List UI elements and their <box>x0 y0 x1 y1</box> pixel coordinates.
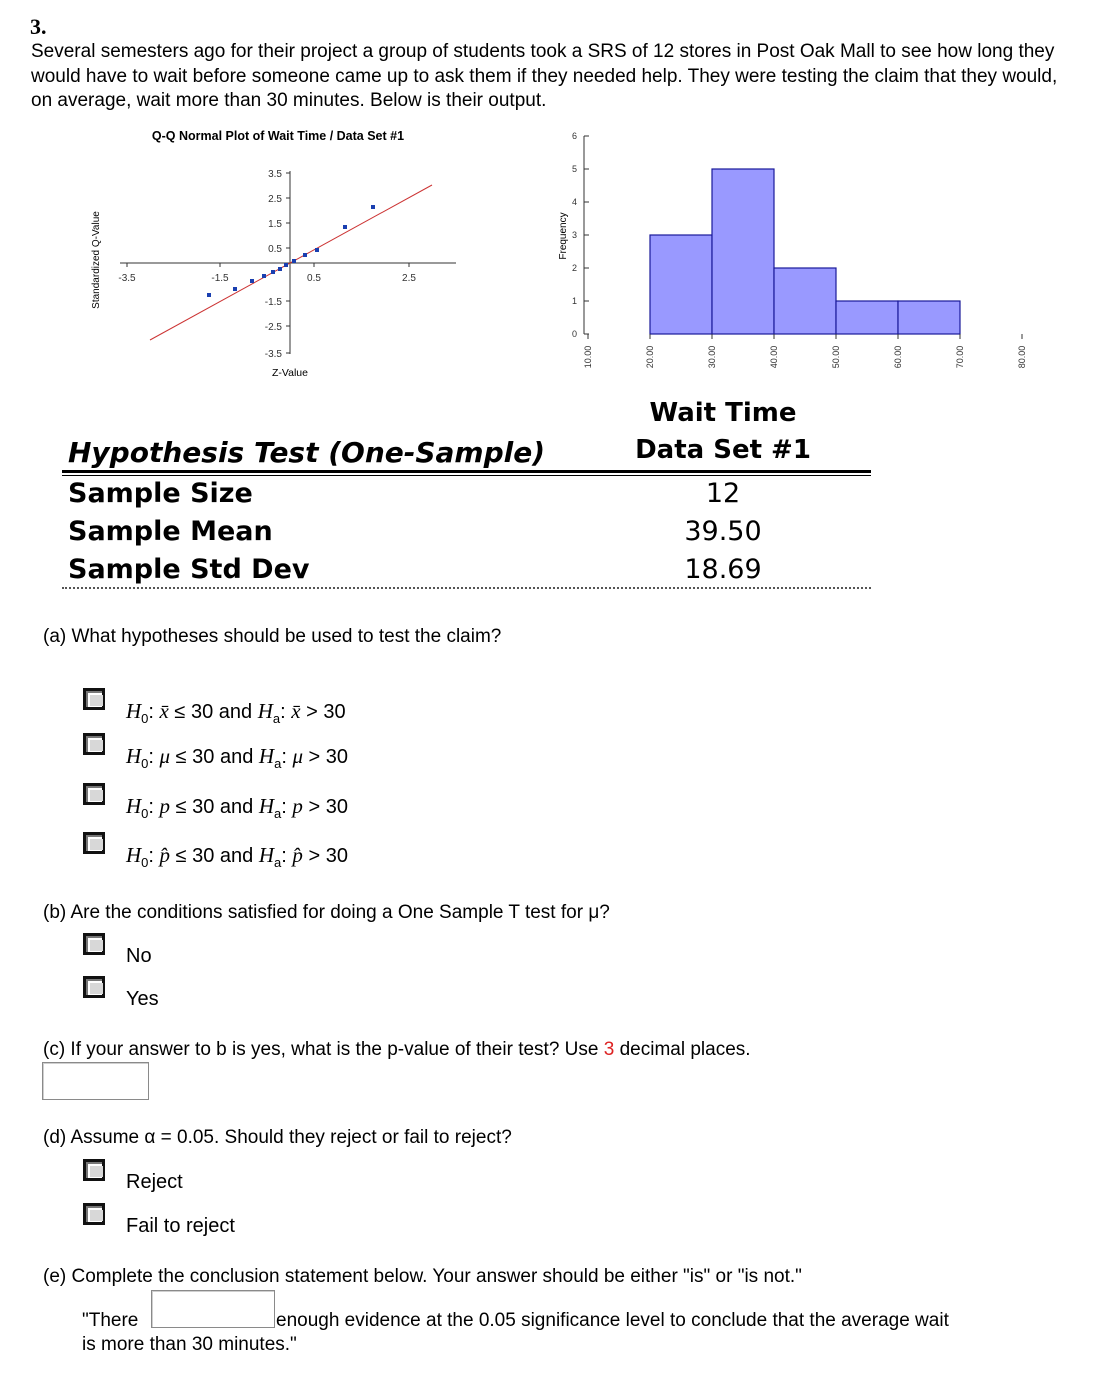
qq-point <box>303 253 307 257</box>
part-b-prompt: (b) Are the conditions satisfied for doing a One Sample T test for μ? <box>43 902 610 923</box>
qq-x-tick-label: -3.5 <box>118 273 136 284</box>
hist-y-tick-label: 4 <box>571 197 577 207</box>
part-d-prompt: (d) Assume α = 0.05. Should they reject or fail to reject? <box>43 1127 512 1148</box>
question-number: 3. <box>30 14 47 39</box>
histogram-bar <box>774 268 836 334</box>
hypothesis-option-1: $H_0$: x̄ ≤ 30 and $H_a$: x̄ > 30 <box>126 699 346 726</box>
hypothesis-option-2-checkbox[interactable] <box>83 733 105 755</box>
qq-y-tick-label: -3.5 <box>264 349 282 360</box>
conclusion-input[interactable] <box>151 1290 275 1328</box>
table-bottom-rule <box>62 587 871 589</box>
qq-plot-xlabel: Z-Value <box>272 367 308 379</box>
hist-x-tick-label: 30.00 <box>707 345 717 369</box>
hypothesis-option-4: $H_0$: p̂ ≤ 30 and $H_a$: p̂ > 30 <box>126 843 348 870</box>
qq-y-tick-label: 2.5 <box>268 194 282 205</box>
histogram-bars <box>650 169 960 334</box>
hist-y-tick-label: 1 <box>571 296 577 306</box>
reject-label: Reject <box>126 1171 183 1193</box>
hist-x-tick-label: 10.00 <box>583 345 593 369</box>
table-column-header-line1: Wait Time <box>649 398 797 428</box>
hist-y-tick-label: 0 <box>571 329 577 339</box>
qq-plot-title: Q-Q Normal Plot of Wait Time / Data Set #1 <box>151 129 405 143</box>
qq-x-tick-label: -1.5 <box>211 273 229 284</box>
qq-x-tick-label: 2.5 <box>402 273 416 284</box>
qq-point <box>233 287 237 291</box>
qq-point <box>271 270 275 274</box>
qq-point <box>207 293 211 297</box>
qq-point <box>343 225 347 229</box>
conditions-no-checkbox[interactable] <box>83 933 105 955</box>
table-row-label: Sample Mean <box>68 516 273 547</box>
part-c-prompt: (c) If your answer to b is yes, what is the p-value of their test? Use 3 decimal places. <box>43 1039 751 1060</box>
qq-point <box>371 205 375 209</box>
histogram-bar <box>836 301 898 334</box>
histogram-axes <box>572 131 589 339</box>
qq-point <box>315 248 319 252</box>
qq-y-tick-label: -1.5 <box>264 297 282 308</box>
conditions-no-label: No <box>126 945 152 967</box>
table-row-value: 18.69 <box>684 554 762 585</box>
fail-to-reject-label: Fail to reject <box>126 1215 235 1237</box>
histogram-bar <box>712 169 774 334</box>
table-title: Hypothesis Test (One-Sample) <box>68 436 546 469</box>
histogram-bar <box>898 301 960 334</box>
table-row-label: Sample Std Dev <box>68 554 310 585</box>
decimal-places-highlight: 3 <box>603 1039 615 1060</box>
table-top-rule <box>62 470 871 473</box>
qq-plot-ylabel: Standardized Q-Value <box>91 211 102 309</box>
hypothesis-option-1-checkbox[interactable] <box>83 688 105 710</box>
fail-to-reject-checkbox[interactable] <box>83 1203 105 1225</box>
qq-point <box>278 267 282 271</box>
histogram-bar <box>650 235 712 334</box>
conclusion-text-line2: is more than 30 minutes." <box>82 1334 297 1355</box>
histogram <box>548 124 1027 379</box>
hist-x-tick-label: 40.00 <box>769 345 779 369</box>
qq-point <box>262 274 266 278</box>
p-value-input[interactable] <box>42 1062 149 1100</box>
conclusion-text-before: "There <box>82 1310 139 1331</box>
hypothesis-option-4-checkbox[interactable] <box>83 832 105 854</box>
qq-x-tick-label: 0.5 <box>307 273 321 284</box>
qq-y-tick-label: -2.5 <box>264 322 282 333</box>
conditions-yes-label: Yes <box>126 988 159 1010</box>
hist-x-tick-label: 80.00 <box>1017 345 1027 369</box>
qq-plot <box>80 124 480 384</box>
hist-x-tick-label: 70.00 <box>955 345 965 369</box>
qq-point <box>250 279 254 283</box>
table-column-header-line2: Data Set #1 <box>635 435 811 465</box>
hypothesis-option-3: $H_0$: p ≤ 30 and $H_a$: p > 30 <box>126 794 348 821</box>
reject-checkbox[interactable] <box>83 1159 105 1181</box>
table-row-value: 12 <box>705 478 741 509</box>
conclusion-text-after: enough evidence at the 0.05 significance level to conclude that the average wait <box>276 1310 949 1331</box>
hist-x-tick-label: 50.00 <box>831 345 841 369</box>
hist-y-tick-label: 5 <box>571 164 577 174</box>
qq-point <box>292 259 296 263</box>
table-row-label: Sample Size <box>68 478 253 509</box>
qq-points <box>207 205 375 297</box>
histogram-x-ticks <box>583 334 1027 368</box>
hist-y-tick-label: 2 <box>571 263 577 273</box>
hist-y-tick-label: 3 <box>571 230 577 240</box>
qq-y-tick-label: 1.5 <box>268 219 282 230</box>
hist-y-tick-label: 6 <box>571 131 577 141</box>
hist-x-tick-label: 60.00 <box>893 345 903 369</box>
table-row-value: 39.50 <box>684 516 762 547</box>
question-intro: Several semesters ago for their project a group of students took a SRS of 12 stores in Post Oak Mall to see how long they would have to wait before someone came up to ask them if they needed help. They were testing the claim that they would, on average, wait more than 30 minutes. Below is their output. <box>31 41 1058 111</box>
table-top-rule-thin <box>62 475 871 476</box>
qq-point <box>284 263 288 267</box>
hypothesis-option-2: $H_0$: μ ≤ 30 and $H_a$: μ > 30 <box>126 744 349 771</box>
histogram-ylabel: Frequency <box>558 212 569 260</box>
qq-y-tick-label: 0.5 <box>268 244 282 255</box>
part-e-prompt: (e) Complete the conclusion statement below. Your answer should be either "is" or "is not." <box>43 1266 802 1287</box>
qq-y-tick-label: 3.5 <box>268 169 282 180</box>
hypothesis-option-3-checkbox[interactable] <box>83 783 105 805</box>
hist-x-tick-label: 20.00 <box>645 345 655 369</box>
conditions-yes-checkbox[interactable] <box>83 976 105 998</box>
part-a-prompt: (a) What hypotheses should be used to test the claim? <box>43 626 502 647</box>
